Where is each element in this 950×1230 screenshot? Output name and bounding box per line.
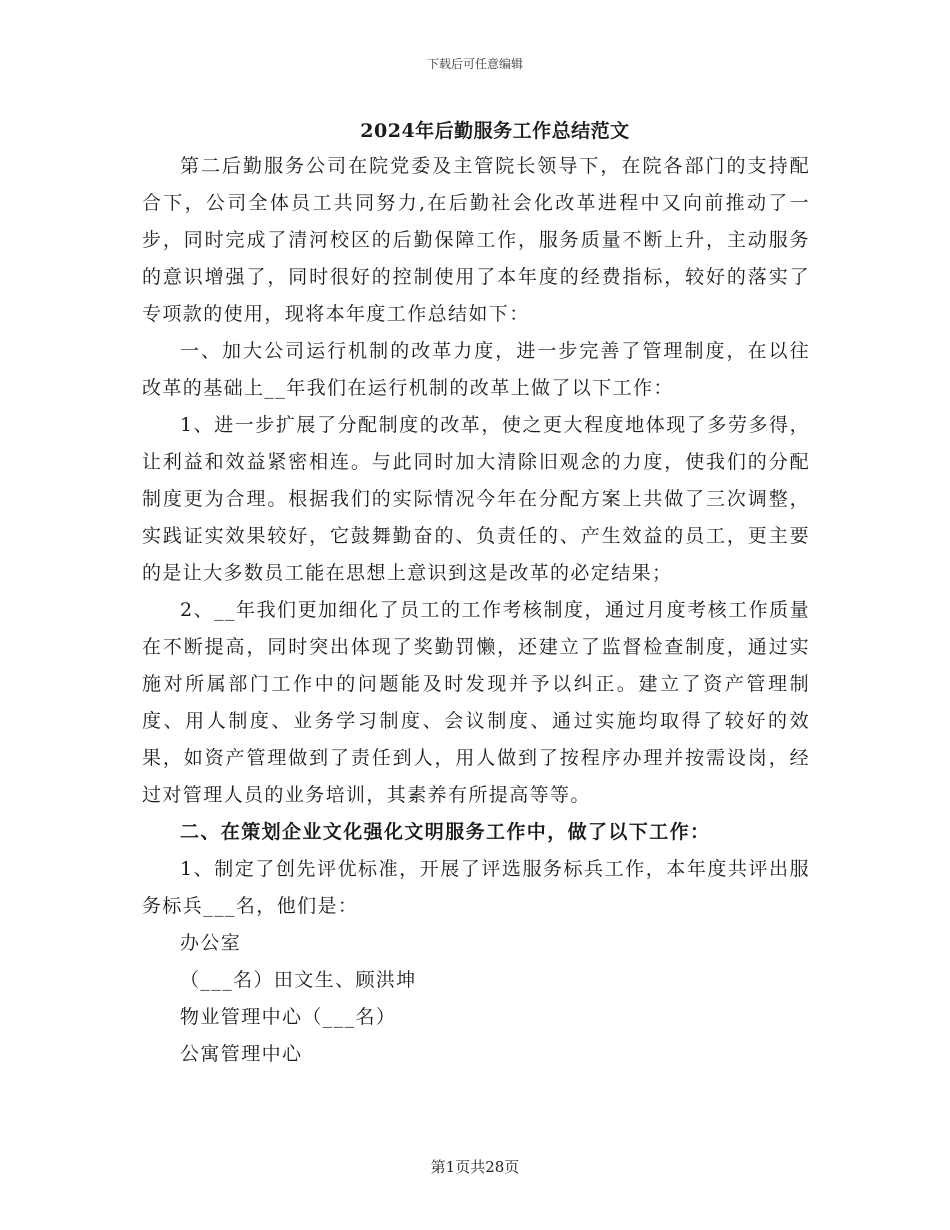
list-line-office-names: （___名）田文生、顾洪坤 xyxy=(180,969,417,991)
section-heading-2: 二、在策划企业文化强化文明服务工作中，做了以下工作： xyxy=(180,821,711,843)
page-footer: 第1页共28页 xyxy=(430,1158,520,1176)
document-body xyxy=(142,148,810,1073)
list-line-apartment-center: 公寓管理中心 xyxy=(180,1043,303,1065)
header-note: 下载后可任意编辑 xyxy=(426,57,523,71)
list-line-office: 办公室 xyxy=(180,932,242,954)
paragraph-item-2-1: 1、制定了创先评优标准，开展了评选服务标兵工作，本年度共评出服务标兵___名，他们是： xyxy=(142,858,810,917)
list-line-property-center: 物业管理中心（___名） xyxy=(180,1006,397,1028)
document-title: 2024年后勤服务工作总结范文 xyxy=(360,120,630,142)
paragraph-item-1-1: 1、进一步扩展了分配制度的改革，使之更大程度地体现了多劳多得，让利益和效益紧密相连。与此同时加大清除旧观念的力度，使我们的分配制度更为合理。根据我们的实际情况今年在分配方案上共做了三次调整，实践证实效果较好，它鼓舞勤奋的、负责任的、产生效益的员工，更主要的是让大多数员工能在思想上意识到这是改革的必定结果； xyxy=(142,414,810,584)
paragraph-intro: 第二后勤服务公司在院党委及主管院长领导下，在院各部门的支持配合下，公司全体员工共同努力,在后勤社会化改革进程中又向前推动了一步，同时完成了清河校区的后勤保障工作，服务质量不断上升，主动服务的意识增强了，同时很好的控制使用了本年度的经费指标，较好的落实了专项款的使用，现将本年度工作总结如下： xyxy=(142,155,810,325)
paragraph-item-1-2: 2、__年我们更加细化了员工的工作考核制度，通过月度考核工作质量在不断提高，同时突出体现了奖勤罚懒，还建立了监督检查制度，通过实施对所属部门工作中的问题能及时发现并予以纠正。建立了资产管理制度、用人制度、业务学习制度、会议制度、通过实施均取得了较好的效果，如资产管理做到了责任到人，用人做到了按程序办理并按需设岗，经过对管理人员的业务培训，其素养有所提高等等。 xyxy=(142,599,810,806)
paragraph-section-1: 一、加大公司运行机制的改革力度，进一步完善了管理制度，在以往改革的基础上__年我们在运行机制的改革上做了以下工作： xyxy=(142,340,810,399)
